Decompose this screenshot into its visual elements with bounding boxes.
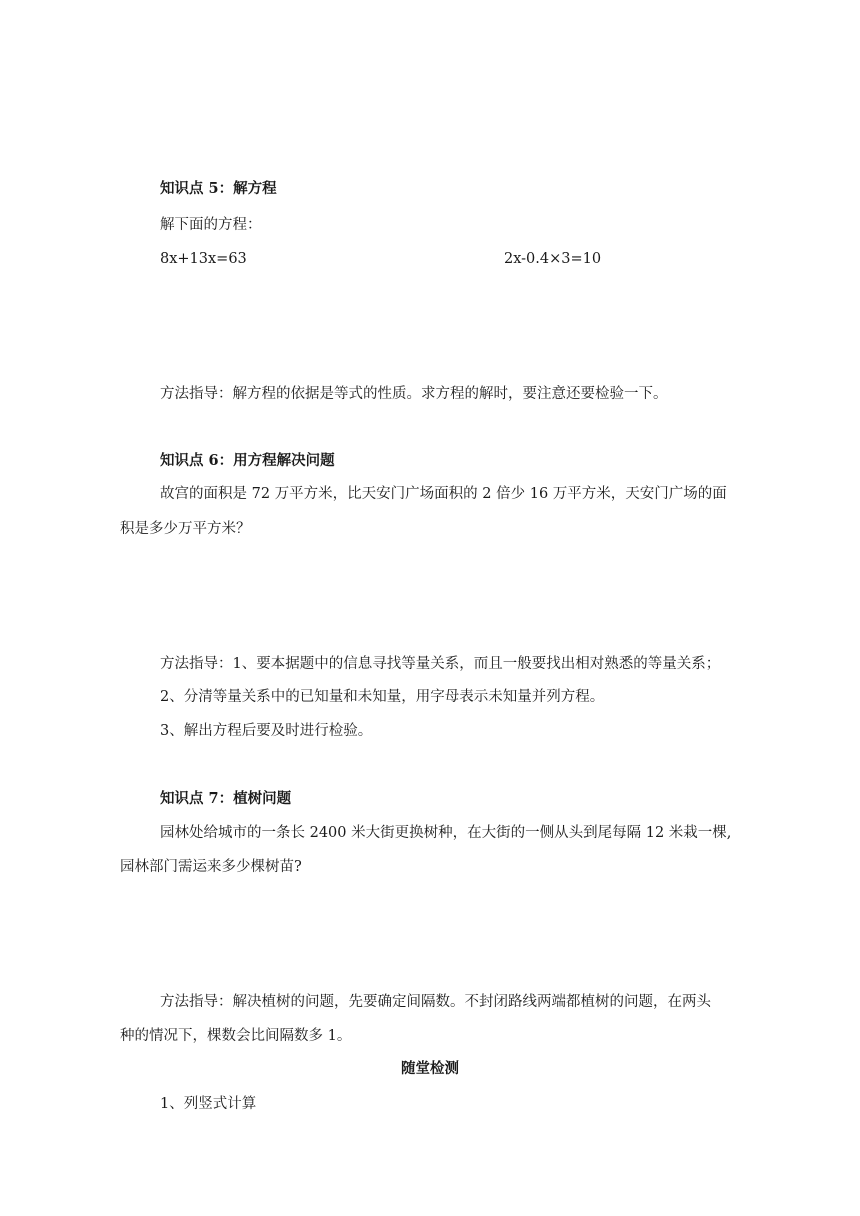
section7-heading: 知识点 7：植树问题 [160, 790, 292, 807]
section5-heading: 知识点 5：解方程 [160, 180, 277, 197]
section6-problem-line1: 故宫的面积是 72 万平方米，比天安门广场面积的 2 倍少 16 万平方米，天安门广场的面 [160, 486, 727, 502]
section7-method-line2: 种的情况下，棵数会比间隔数多 1。 [120, 1028, 352, 1044]
section7-problem-line1: 园林处给城市的一条长 2400 米大街更换树种，在大街的一侧从头到尾每隔 12 米栽一棵, [160, 825, 732, 841]
section7-method-line1: 方法指导：解决植树的问题，先要确定间隔数。不封闭路线两端都植树的问题，在两头 [160, 994, 711, 1010]
section5-method: 方法指导：解方程的依据是等式的性质。求方程的解时，要注意还要检验一下。 [160, 386, 668, 402]
section6-problem-line2: 积是多少万平方米？ [120, 521, 251, 537]
section6-method-line3: 3、解出方程后要及时进行检验。 [160, 723, 373, 739]
section5-instruction: 解下面的方程： [160, 217, 262, 233]
check-item-1: 1、列竖式计算 [160, 1096, 257, 1112]
check-heading: 随堂检测 [401, 1060, 459, 1077]
equation-2: 2x-0.4×3=10 [504, 251, 602, 267]
section7-problem-line2: 园林部门需运来多少棵树苗? [120, 859, 302, 875]
section6-method-line2: 2、分清等量关系中的已知量和未知量，用字母表示未知量并列方程。 [160, 689, 605, 705]
section6-method-line1: 方法指导：1、要本据题中的信息寻找等量关系，而且一般要找出相对熟悉的等量关系； [160, 656, 721, 672]
section6-heading: 知识点 6：用方程解决问题 [160, 452, 335, 469]
equation-1: 8x+13x=63 [160, 251, 247, 267]
